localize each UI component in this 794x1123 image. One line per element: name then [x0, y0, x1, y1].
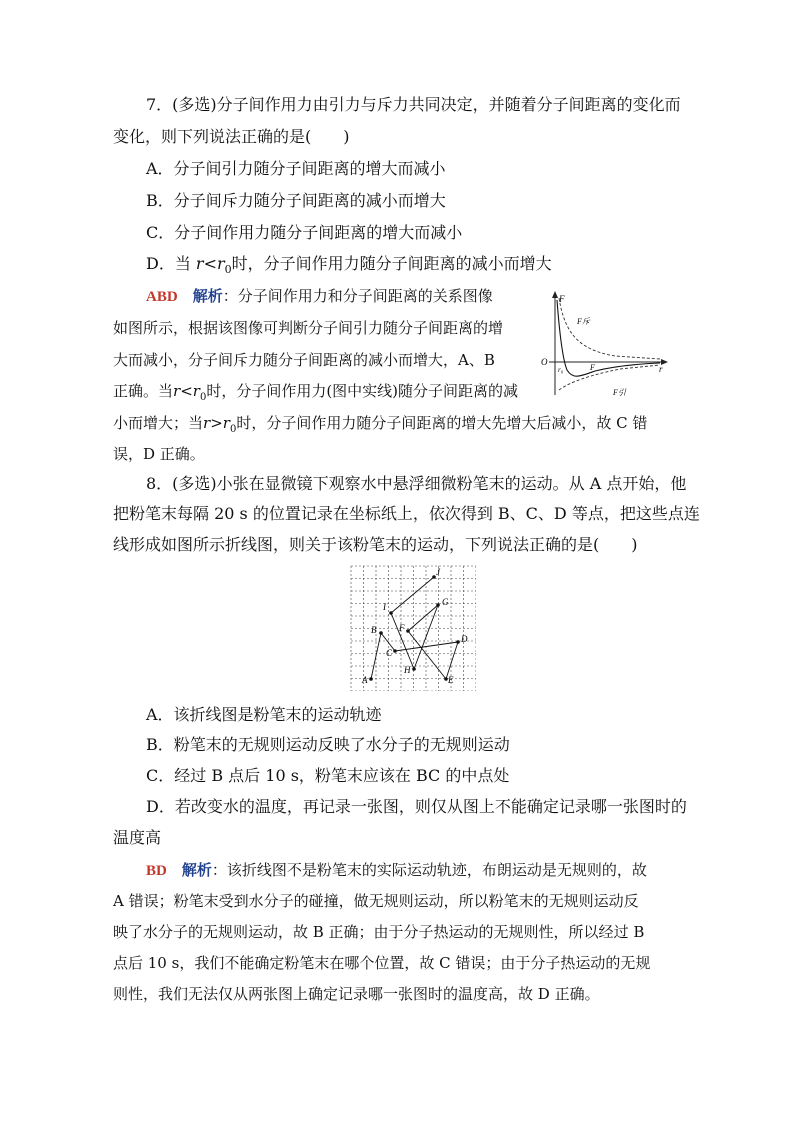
- q7-analysis-label: 解析: [192, 287, 223, 305]
- point-C: [393, 649, 397, 653]
- point-F: [406, 629, 410, 633]
- q7-analysis-line3: 大而减小，分子间斥力随分子间距离的减小而增大，A、B: [113, 351, 495, 369]
- point-I: [389, 611, 393, 615]
- q8-option-d-line1: D．若改变水的温度，再记录一张图，则仅从图上不能确定记录哪一张图时的: [146, 797, 687, 816]
- q7-analysis-line2: 如图所示，根据该图像可判断分子间引力随分子间距离的增: [113, 319, 504, 337]
- q7-analysis-line1: ABD 解析：分子间作用力和分子间距离的关系图像: [146, 287, 493, 305]
- point-label-H: H: [404, 665, 411, 675]
- brownian-motion-grid: [350, 565, 476, 691]
- motion-points: [361, 567, 468, 685]
- point-label-A: A: [362, 675, 368, 685]
- q8-option-c: C．经过 B 点后 10 s，粉笔末应该在 BC 的中点处: [146, 766, 510, 785]
- point-label-D: D: [461, 634, 468, 644]
- r-axis-label: r: [659, 364, 663, 374]
- motion-path: [371, 577, 458, 679]
- point-G: [436, 603, 440, 607]
- q7-option-c: C．分子间作用力随分子间距离的增大而减小: [146, 223, 463, 242]
- q7-option-d: D．当 $r<r_0$时，分子间作用力随分子间距离的减小而增大: [146, 254, 552, 277]
- point-B: [379, 631, 383, 635]
- q8-analysis-line4: 点后 10 s，我们不能确定粉笔末在哪个位置，故 C 错误；由于分子热运动的无规: [113, 954, 651, 972]
- q7-analysis-line5: 小而增大；当$r>r_0$时，分子间作用力随分子间距离的增大先增大后减小，故 C 错: [113, 414, 648, 435]
- q7-analysis-line6: 误，D 正确。: [113, 445, 205, 463]
- q7-option-a: A．分子间引力随分子间距离的增大而减小: [146, 159, 446, 178]
- point-label-J: J: [436, 567, 440, 577]
- f-axis-label: F: [559, 294, 565, 304]
- q7-option-b: B．分子间斥力随分子间距离的减小而增大: [146, 191, 446, 210]
- f-repulsive-label: F斥: [577, 317, 590, 326]
- point-A: [369, 677, 373, 681]
- q8-option-d-line2: 温度高: [113, 828, 162, 847]
- grid-lines: [351, 566, 476, 691]
- point-label-E: E: [448, 675, 454, 685]
- point-label-F: F: [399, 623, 405, 633]
- q8-analysis-line2: A 错误；粉笔末受到水分子的碰撞，做无规则运动，所以粉笔末的无规则运动反: [113, 892, 639, 910]
- q7-analysis-line4: 正确。当$r<r_0$时，分子间作用力(图中实线)随分子间距离的减: [113, 382, 519, 403]
- q8-stem-line1: 8．(多选)小张在显微镜下观察水中悬浮细微粉笔末的运动。从 A 点开始，他: [146, 474, 687, 493]
- attractive-force-curve: [559, 365, 660, 390]
- path-segment-HI: [391, 613, 414, 669]
- q8-stem-line2: 把粉笔末每隔 20 s 的位置记录在坐标纸上，依次得到 B、C、D 等点，把这些点连: [113, 504, 700, 523]
- point-label-C: C: [386, 648, 393, 658]
- net-force-curve: [557, 300, 660, 376]
- q8-answer: BD: [146, 863, 167, 879]
- q8-stem-line3: 线形成如图所示折线图，则关于该粉笔末的运动，下列说法正确的是( ): [113, 535, 638, 554]
- q8-analysis-line1: BD 解析：该折线图不是粉笔末的实际运动轨迹，布朗运动是无规则的，故: [146, 861, 647, 879]
- q7-answer: ABD: [146, 289, 178, 305]
- f-attractive-label: F引: [613, 388, 626, 397]
- repulsive-force-curve: [559, 298, 660, 359]
- path-segment-IJ: [391, 577, 434, 613]
- q7-stem-line1: 7．(多选)分子间作用力由引力与斥力共同决定，并随着分子间距离的变化而: [146, 95, 681, 114]
- r0-label: r₀: [558, 366, 564, 374]
- f-net-label: F: [590, 363, 595, 372]
- q8-analysis-label: 解析: [181, 861, 212, 879]
- force-distance-graph: [535, 290, 670, 400]
- point-label-B: B: [371, 625, 377, 635]
- point-label-I: I: [383, 602, 386, 612]
- path-segment-DE: [446, 642, 458, 679]
- q8-analysis-line5: 则性，我们无法仅从两张图上确定记录哪一张图时的温度高，故 D 正确。: [113, 985, 600, 1003]
- q8-option-b: B．粉笔末的无规则运动反映了水分子的无规则运动: [146, 735, 510, 754]
- origin-label: O: [541, 357, 548, 367]
- q8-analysis-line3: 映了水分子的无规则运动，故 B 正确；由于分子热运动的无规则性，所以经过 B: [113, 923, 645, 941]
- point-D: [456, 640, 460, 644]
- q7-stem-line2: 变化，则下列说法正确的是( ): [113, 127, 350, 146]
- point-H: [412, 667, 416, 671]
- q8-option-a: A．该折线图是粉笔末的运动轨迹: [146, 705, 382, 724]
- f-axis-arrow: [552, 291, 558, 298]
- point-label-G: G: [442, 597, 449, 607]
